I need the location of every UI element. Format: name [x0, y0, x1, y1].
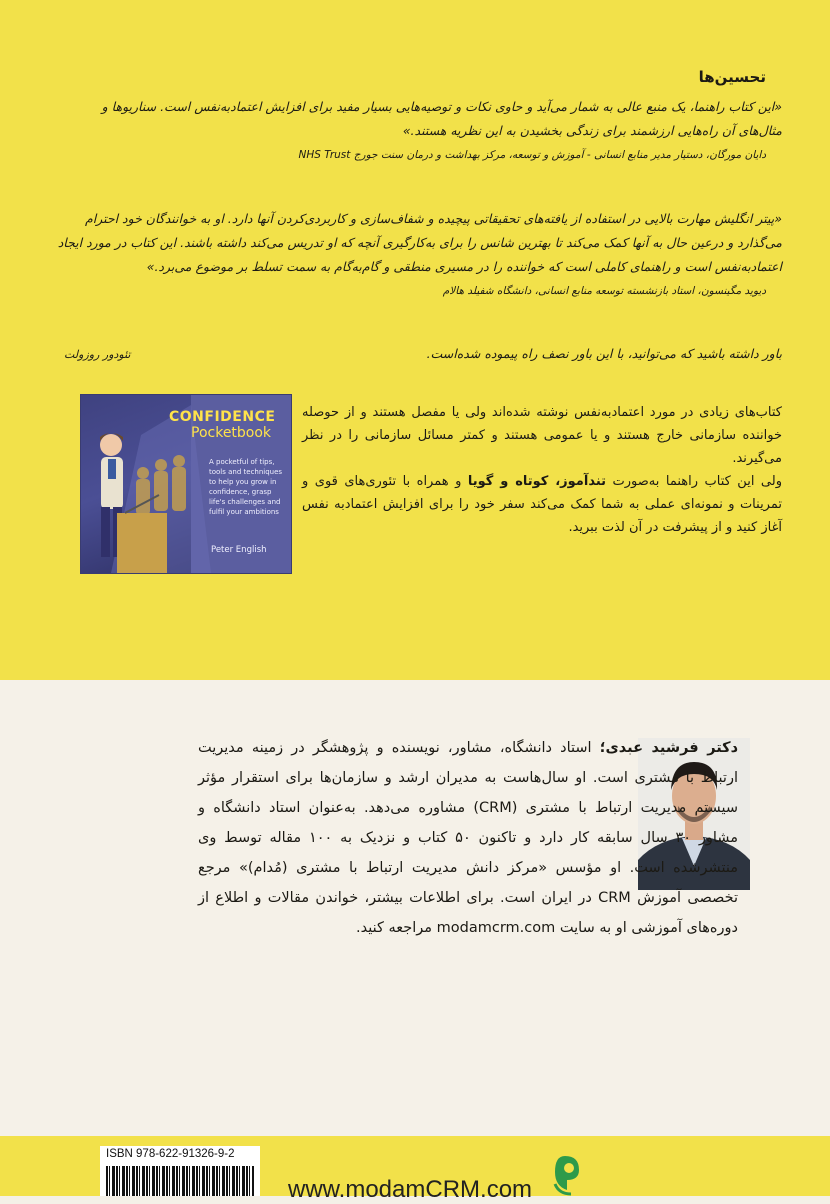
praise-attribution-1: دایان مورگان، دستیار مدیر منابع انسانی - آموزش و توسعه، مرکز بهداشت و درمان سنت جورج NHS Trust [298, 149, 766, 161]
author-biography [198, 733, 738, 943]
praise-quote-1: «این کتاب راهنما، یک منبع عالی به شمار می‌آید و حاوی نکات و توصیه‌هایی بسیار مفید برای افزایش اعتماد‌به‌نفس است. سناریوها و مثال‌های آن راه‌هایی ارزشمند برای زندگی بخشیدن به این نظریه هستند.» [101, 99, 782, 138]
book-cover-image [80, 394, 292, 574]
description-paragraph-1: کتاب‌های زیادی در مورد اعتماد‌به‌نفس نوشته شده‌اند ولی یا مفصل هستند و از حوصله خواننده سازمانی خارج هستند و یا عمومی هستند و کمتر مسائل سازمانی را در نظر می‌گیرند. [302, 405, 782, 466]
cover-blurb: A pocketful of tips, tools and techniques to help you grow in confidence, grasp life's challenges and fulfil your ambitions [209, 458, 283, 516]
praise-attribution-2: دیوید مگینسون، استاد بازنشسته توسعه منابع انسانی، دانشگاه شفیلد هالام [442, 285, 766, 297]
cover-author: Peter English [211, 545, 267, 555]
description-paragraph-2 [302, 470, 782, 539]
author-bio-text: استاد دانشگاه، مشاور، نویسنده و پژوهشگر در زمینه مدیریت ارتباط با مشتری است. او سال‌هاست به مدیران ارشد و سازمان‌ها برای استقرار مؤثر سیستم مدیریت ارتباط با مشتری (CRM) مشاوره می‌دهد. به‌عنوان استاد دانشگاه و مشاور ۳۰ سال سابقه کار دارد و تاکنون ۵۰ کتاب و نزدیک به ۱۰۰ مقاله توسط وی منتشرشده است. او مؤسس «مرکز دانش مدیریت ارتباط با مشتری (مُدام)» مرجع تخصصی آموزش CRM در ایران است. برای اطلاعات بیشتر، خواندن مقالات و اطلاع از دوره‌های آموزشی او به سایت modamcrm.com مراجعه کنید. [198, 740, 738, 936]
description-highlight: تندآموز، کوتاه و گویا [467, 474, 607, 489]
barcode [106, 1166, 254, 1196]
website-url[interactable]: www.modamCRM.com [288, 1176, 533, 1203]
isbn-number: ISBN 978-622-91326-9-2 [106, 1148, 235, 1160]
cover-title: CONFIDENCE [169, 409, 276, 425]
motto-author: تئودور روزولت [64, 348, 131, 361]
praise-quote-2: «پیتر انگلیش مهارت بالایی در استفاده از یافته‌های تحقیقاتی پیچیده و شفاف‌سازی و کاربردی‌کردن آنها دارد. او به خوانندگان خود احترام می‌گذارد و درعین حال به آنها کمک می‌کند تا بهترین شانس را برای به‌کارگیری آنچه که او تدریس می‌کند داشته باشند. این کتاب در مورد ایجاد اعتماد‌به‌نفس است و راهنمای کاملی است که خواننده را در مسیری منطقی و گام‌به‌گام به سمت تسلط بر موضوع می‌برد.» [57, 211, 782, 274]
isbn-barcode-label [100, 1146, 260, 1196]
description-text: و همراه با تئوری‌های قوی و تمرینات و نمونه‌ای عملی به شما کمک می‌کند سفر خود را برای افزایش اعتماد‌به نفس آغاز کنید و از پیشرفت در آن لذت ببرید. [302, 474, 782, 535]
book-description [302, 401, 782, 539]
motto-quote: باور داشته باشید که می‌توانید، با این باور نصف راه پیموده شده‌است. [426, 346, 782, 361]
publisher-logo [545, 1150, 585, 1196]
author-name: دکتر فرشید عبدی؛ [599, 740, 739, 756]
cover-subtitle: Pocketbook [191, 425, 272, 441]
description-text: ولی این کتاب راهنما به‌صورت [606, 474, 782, 489]
praise-heading: تحسین‌ها [698, 68, 766, 86]
